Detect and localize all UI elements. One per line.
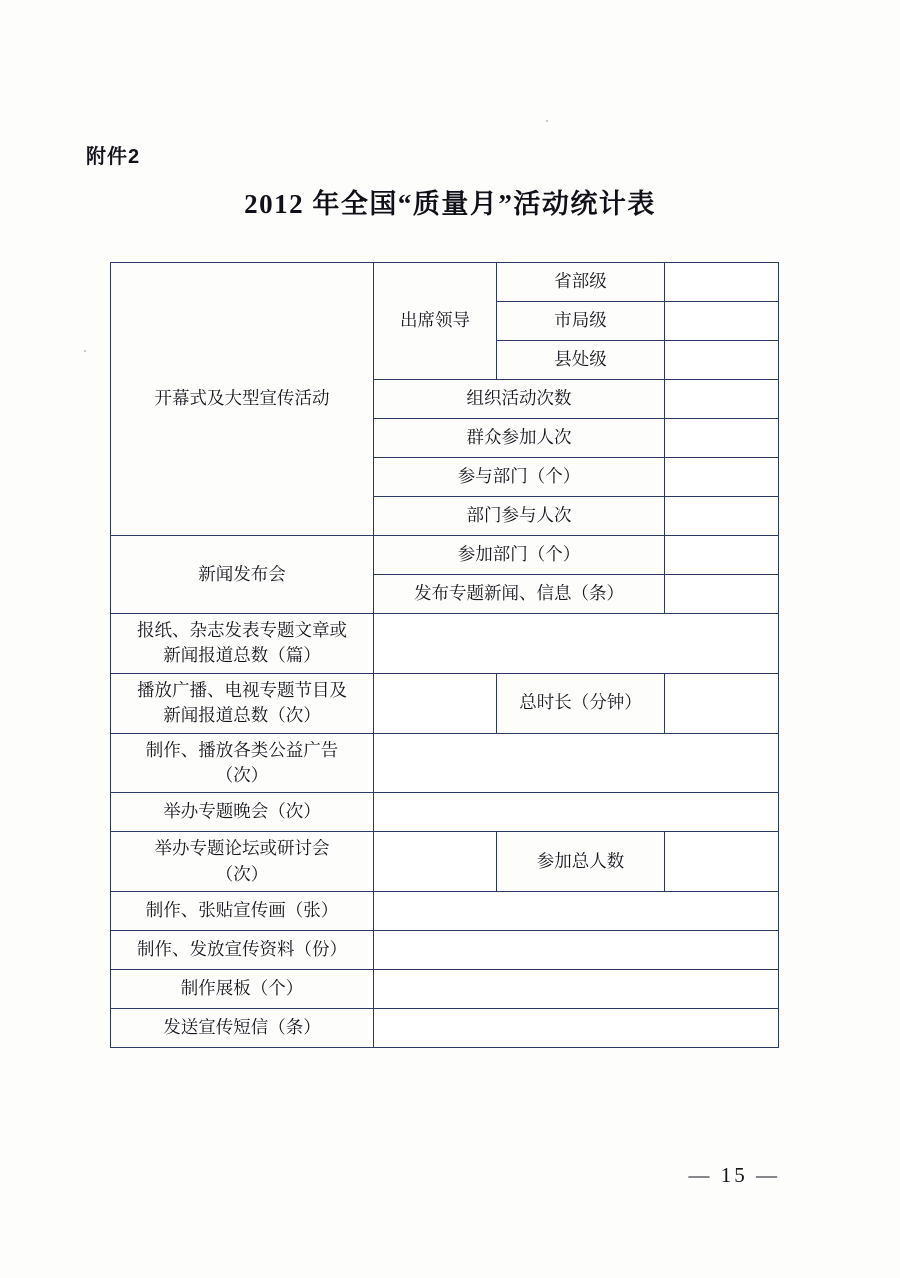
row-group-leaflets: 制作、发放宣传资料（份） xyxy=(111,931,374,970)
table-row xyxy=(111,931,779,970)
attachment-label: 附件2 xyxy=(86,146,141,168)
table-row xyxy=(111,832,779,892)
value-cell[interactable] xyxy=(374,832,497,892)
row-group-press-conference: 新闻发布会 xyxy=(111,536,374,614)
item-public-participation: 群众参加人次 xyxy=(374,419,665,458)
item-participating-departments: 参与部门（个） xyxy=(374,458,665,497)
row-group-public-service-ads xyxy=(111,733,374,793)
table-row xyxy=(111,614,779,674)
item-municipal-bureau: 市局级 xyxy=(497,302,665,341)
row-label-line2: 新闻报道总数（篇） xyxy=(163,645,321,666)
row-label-line2: （次） xyxy=(215,764,269,785)
value-cell[interactable] xyxy=(665,536,779,575)
row-label-line1: 举办专题论坛或研讨会 xyxy=(154,838,330,859)
value-cell[interactable] xyxy=(665,832,779,892)
item-published-news: 发布专题新闻、信息（条） xyxy=(374,575,665,614)
item-press-departments: 参加部门（个） xyxy=(374,536,665,575)
row-group-newspaper-articles xyxy=(111,614,374,674)
row-label-line1: 制作、播放各类公益广告 xyxy=(145,739,339,760)
row-group-opening-ceremony: 开幕式及大型宣传活动 xyxy=(111,263,374,536)
page-title: 2012 年全国“质量月”活动统计表 xyxy=(244,189,656,219)
value-cell[interactable] xyxy=(374,614,779,674)
statistics-table xyxy=(110,262,779,1048)
item-total-attendees: 参加总人数 xyxy=(497,832,665,892)
value-cell[interactable] xyxy=(374,673,497,733)
value-cell[interactable] xyxy=(665,419,779,458)
row-group-sms: 发送宣传短信（条） xyxy=(111,1009,374,1048)
value-cell[interactable] xyxy=(374,931,779,970)
table-row xyxy=(111,892,779,931)
row-label-line1: 播放广播、电视专题节目及 xyxy=(137,679,347,700)
table-row xyxy=(111,970,779,1009)
scan-speck xyxy=(546,120,548,122)
value-cell[interactable] xyxy=(665,302,779,341)
value-cell[interactable] xyxy=(665,341,779,380)
item-total-duration: 总时长（分钟） xyxy=(497,673,665,733)
value-cell[interactable] xyxy=(665,263,779,302)
value-cell[interactable] xyxy=(374,892,779,931)
table-row xyxy=(111,263,779,302)
item-activity-count: 组织活动次数 xyxy=(374,380,665,419)
page-number: — 15 — xyxy=(688,1163,780,1187)
value-cell[interactable] xyxy=(665,380,779,419)
row-label-line2: 新闻报道总数（次） xyxy=(163,705,321,726)
table-row xyxy=(111,793,779,832)
item-department-participants: 部门参与人次 xyxy=(374,497,665,536)
row-group-forum xyxy=(111,832,374,892)
value-cell[interactable] xyxy=(665,673,779,733)
row-group-posters: 制作、张贴宣传画（张） xyxy=(111,892,374,931)
table-row xyxy=(111,536,779,575)
value-cell[interactable] xyxy=(665,458,779,497)
table-row xyxy=(111,733,779,793)
row-label-line2: （次） xyxy=(215,863,269,884)
row-group-broadcast-programs xyxy=(111,673,374,733)
table-row xyxy=(111,1009,779,1048)
value-cell[interactable] xyxy=(665,497,779,536)
value-cell[interactable] xyxy=(665,575,779,614)
scan-speck xyxy=(84,350,86,352)
row-label-line1: 报纸、杂志发表专题文章或 xyxy=(137,620,347,640)
value-cell[interactable] xyxy=(374,733,779,793)
value-cell[interactable] xyxy=(374,793,779,832)
item-county-division: 县处级 xyxy=(497,341,665,380)
value-cell[interactable] xyxy=(374,970,779,1009)
row-group-gala: 举办专题晚会（次） xyxy=(111,793,374,832)
sub-group-attending-leaders: 出席领导 xyxy=(374,263,497,380)
row-group-display-boards: 制作展板（个） xyxy=(111,970,374,1009)
item-provincial-ministerial: 省部级 xyxy=(497,263,665,302)
table-row xyxy=(111,673,779,733)
value-cell[interactable] xyxy=(374,1009,779,1048)
